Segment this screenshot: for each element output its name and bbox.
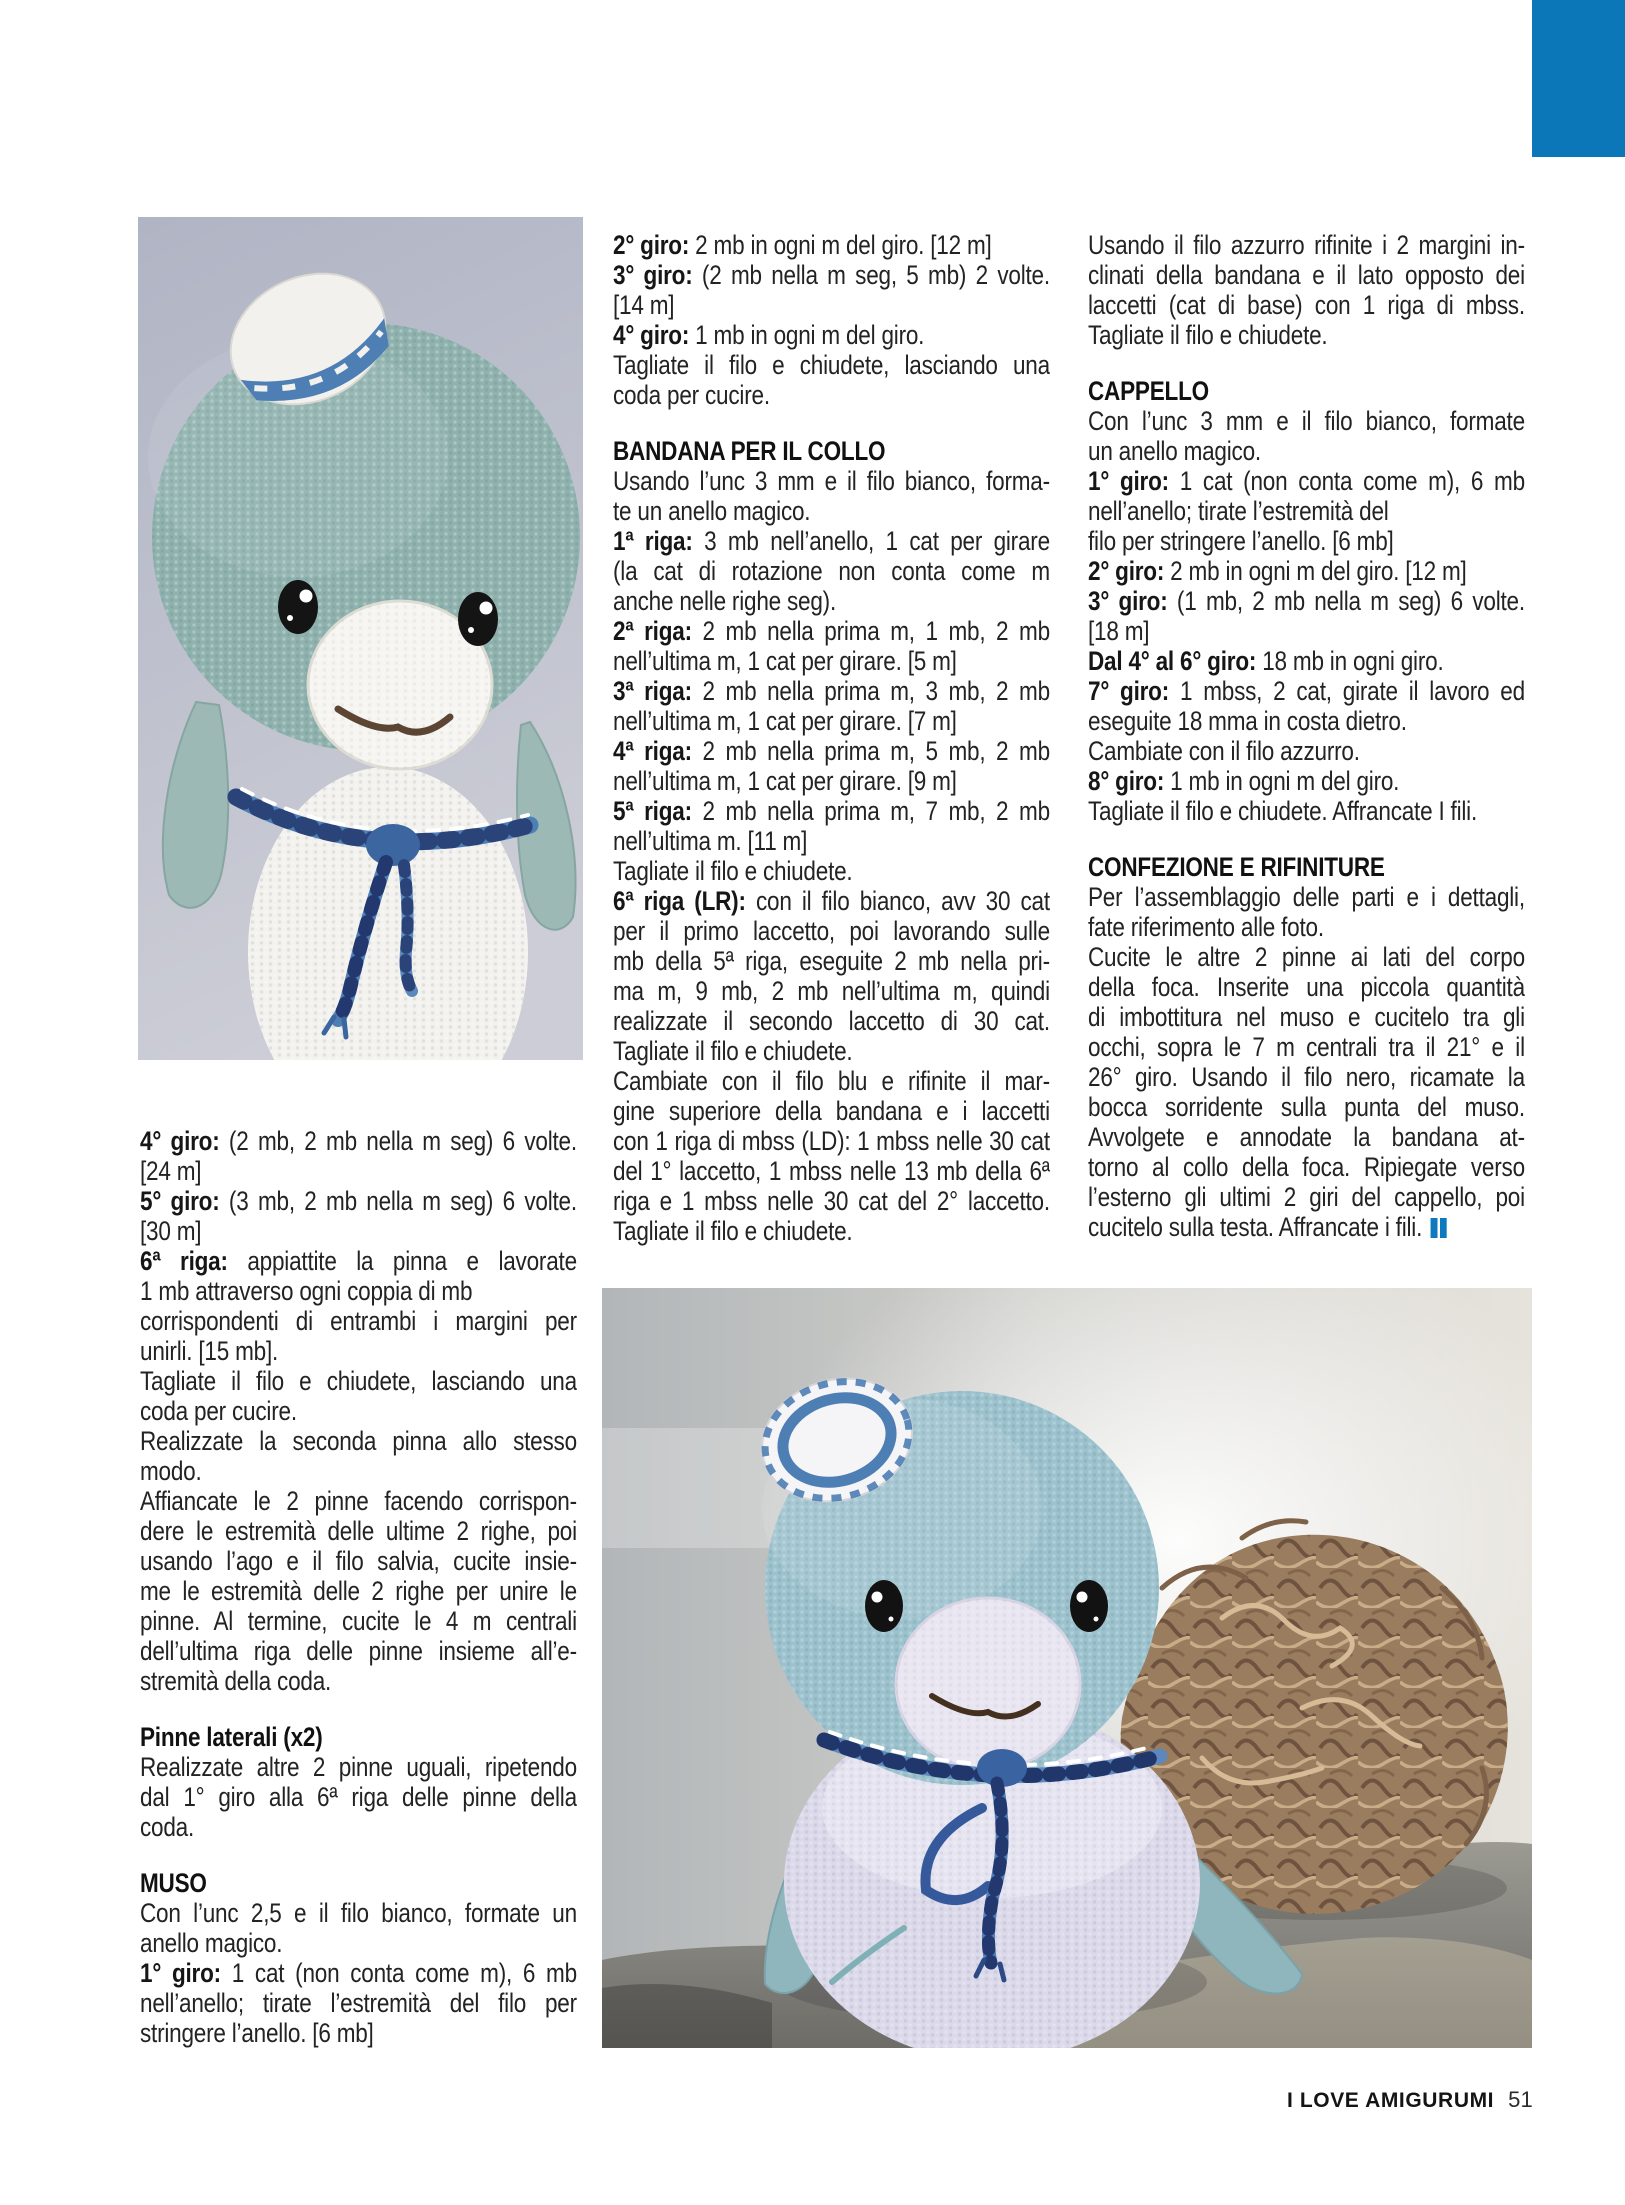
- photo-seal-studio: [138, 217, 583, 1060]
- paragraph: [1088, 736, 1525, 766]
- round-label: 4° giro:: [140, 1126, 220, 1156]
- text-line: Avvolgete e annodate la bandana at-: [1088, 1122, 1525, 1152]
- text-line: eseguite 18 mma in costa dietro.: [1088, 706, 1407, 736]
- text-line: Realizzate altre 2 pinne uguali, ripetendo: [140, 1752, 577, 1782]
- text-line: me le estremità delle 2 righe per unire le: [140, 1576, 577, 1606]
- seal-muzzle: [896, 1598, 1080, 1770]
- text-line: 2° giro: 2 mb in ogni m del giro. [12 m]: [613, 230, 992, 260]
- seal-illustration-studio: [138, 217, 583, 1060]
- text-line: mb della 5ª riga, eseguite 2 mb nella pri-: [613, 946, 1050, 976]
- text-line: coda.: [140, 1812, 195, 1842]
- text-line: [18 m]: [1088, 616, 1150, 646]
- round-label: 1° giro:: [1088, 466, 1169, 496]
- text-line: dere le estremità delle ultime 2 righe, poi: [140, 1516, 577, 1546]
- text-line: 6ª riga (LR): con il filo bianco, avv 30 cat: [613, 886, 1050, 916]
- round-label: 6ª riga:: [140, 1246, 228, 1276]
- text-line: Realizzate la seconda pinna allo stesso: [140, 1426, 577, 1456]
- round-label: 4° giro:: [613, 320, 690, 350]
- section-heading: CAPPELLO: [1088, 376, 1209, 406]
- column-middle: [613, 230, 1050, 1246]
- text-line: stremità della coda.: [140, 1666, 332, 1696]
- text-line: Tagliate il filo e chiudete. Affrancate I fili.: [1088, 796, 1478, 826]
- text-line: [24 m]: [140, 1156, 202, 1186]
- text-line: coda per cucire.: [613, 380, 770, 410]
- text-line: 7° giro: 1 mbss, 2 cat, girate il lavoro ed: [1088, 676, 1525, 706]
- text-line: Tagliate il filo e chiudete.: [613, 1216, 853, 1246]
- paragraph: [140, 1186, 577, 1246]
- paragraph: [1088, 766, 1525, 796]
- paragraph: [140, 1426, 577, 1486]
- round-label: 2° giro:: [613, 230, 690, 260]
- text-line: 1 mb attraverso ogni coppia di mb: [140, 1276, 473, 1306]
- text-line: 5ª riga: 2 mb nella prima m, 7 mb, 2 mb: [613, 796, 1050, 826]
- text-line: 3° giro: (2 mb nella m seg, 5 mb) 2 volte.: [613, 260, 1050, 290]
- text-line: 8° giro: 1 mb in ogni m del giro.: [1088, 766, 1400, 796]
- round-label: 6ª riga (LR):: [613, 886, 746, 916]
- paragraph: [613, 320, 1050, 350]
- text-line: stringere l’anello. [6 mb]: [140, 2018, 374, 2048]
- text-line: dell’ultima riga delle pinne insieme all’e-: [140, 1636, 577, 1666]
- section-heading: BANDANA PER IL COLLO: [613, 436, 886, 466]
- paragraph: [613, 856, 1050, 886]
- paragraph: [1088, 882, 1525, 942]
- paragraph: [140, 1366, 577, 1426]
- text-line: [30 m]: [140, 1216, 202, 1246]
- text-line: 3° giro: (1 mb, 2 mb nella m seg) 6 volte.: [1088, 586, 1525, 616]
- text-line: nell’ultima m, 1 cat per girare. [7 m]: [613, 706, 957, 736]
- paragraph: [613, 676, 1050, 736]
- text-line: Tagliate il filo e chiudete.: [613, 1036, 853, 1066]
- end-of-pattern-icon: [1431, 1218, 1447, 1238]
- text-line: ma m, 9 mb, 2 mb nell’ultima m, quindi: [613, 976, 1050, 1006]
- paragraph: [1088, 556, 1525, 586]
- text-line: di imbottitura nel muso e cucitelo tra gli: [1088, 1002, 1525, 1032]
- text-line: Con l’unc 3 mm e il filo bianco, formate: [1088, 406, 1525, 436]
- text-line: 4ª riga: 2 mb nella prima m, 5 mb, 2 mb: [613, 736, 1050, 766]
- text-line: Tagliate il filo e chiudete.: [613, 856, 853, 886]
- text-line: 4° giro: (2 mb, 2 mb nella m seg) 6 volte.: [140, 1126, 577, 1156]
- paragraph: [140, 1246, 577, 1366]
- round-label: 1ª riga:: [613, 526, 693, 556]
- text-line: Cambiate con il filo azzurro.: [1088, 736, 1360, 766]
- paragraph: [1088, 796, 1525, 826]
- paragraph: [140, 1898, 577, 1958]
- round-label: 2° giro:: [1088, 556, 1165, 586]
- page-corner-marker: [1532, 0, 1625, 157]
- text-line: bocca sorridente sulla punta del muso.: [1088, 1092, 1525, 1122]
- text-line: [14 m]: [613, 290, 675, 320]
- column-left: [140, 1126, 577, 2048]
- text-line: riga e 1 mbss nelle 30 cat del 2° laccetto.: [613, 1186, 1050, 1216]
- text-line: l’esterno gli ultimi 2 giri del cappello, poi: [1088, 1182, 1525, 1212]
- paragraph: [613, 886, 1050, 1066]
- text-line: nell’anello; tirate l’estremità del: [1088, 496, 1389, 526]
- paragraph: [1088, 942, 1525, 1242]
- text-line: Con l’unc 2,5 e il filo bianco, formate un: [140, 1898, 577, 1928]
- paragraph: [613, 350, 1050, 410]
- paragraph: [613, 796, 1050, 856]
- text-line: Cucite le altre 2 pinne ai lati del corpo: [1088, 942, 1525, 972]
- text-line: 5° giro: (3 mb, 2 mb nella m seg) 6 volte.: [140, 1186, 577, 1216]
- text-line: 1ª riga: 3 mb nell’anello, 1 cat per girare: [613, 526, 1050, 556]
- text-line: Tagliate il filo e chiudete, lasciando una: [613, 350, 1050, 380]
- round-label: 7° giro:: [1088, 676, 1170, 706]
- text-line: usando l’ago e il filo salvia, cucite insie-: [140, 1546, 577, 1576]
- photo-seal-outdoor: [602, 1288, 1532, 2048]
- page-footer: [1033, 2088, 1533, 2113]
- section-heading: Pinne laterali (x2): [140, 1722, 323, 1752]
- text-line: (la cat di rotazione non conta come m: [613, 556, 1050, 586]
- text-line: laccetti (cat di base) con 1 riga di mbss.: [1088, 290, 1525, 320]
- text-line: nell’ultima m. [11 m]: [613, 826, 808, 856]
- paragraph: [1088, 646, 1525, 676]
- round-label: 5ª riga:: [613, 796, 692, 826]
- text-line: occhi, sopra le 7 m centrali tra il 21° e il: [1088, 1032, 1525, 1062]
- text-line: Tagliate il filo e chiudete, lasciando una: [140, 1366, 577, 1396]
- text-line: fate riferimento alle foto.: [1088, 912, 1324, 942]
- text-line: realizzate il secondo laccetto di 30 cat.: [613, 1006, 1050, 1036]
- text-line: Per l’assemblaggio delle parti e i dettagli,: [1088, 882, 1525, 912]
- text-line: filo per stringere l’anello. [6 mb]: [1088, 526, 1394, 556]
- paragraph: [140, 1958, 577, 2048]
- paragraph: [140, 1752, 577, 1842]
- paragraph: [613, 230, 1050, 260]
- round-label: 3ª riga:: [613, 676, 692, 706]
- text-line: 4° giro: 1 mb in ogni m del giro.: [613, 320, 925, 350]
- text-line: coda per cucire.: [140, 1396, 297, 1426]
- round-label: 2ª riga:: [613, 616, 692, 646]
- text-line: pinne. Al termine, cucite le 4 m centrali: [140, 1606, 577, 1636]
- paragraph: [613, 260, 1050, 320]
- section-heading: MUSO: [140, 1868, 207, 1898]
- paragraph: [613, 736, 1050, 796]
- text-line: 1° giro: 1 cat (non conta come m), 6 mb: [1088, 466, 1525, 496]
- text-line: 1° giro: 1 cat (non conta come m), 6 mb: [140, 1958, 577, 1988]
- paragraph: [1088, 406, 1525, 466]
- text-line: cucitelo sulla testa. Affrancate i fili.: [1088, 1212, 1525, 1242]
- round-label: 8° giro:: [1088, 766, 1165, 796]
- paragraph: [1088, 230, 1525, 350]
- paragraph: [1088, 466, 1525, 556]
- text-line: nell’ultima m, 1 cat per girare. [9 m]: [613, 766, 957, 796]
- text-line: anello magico.: [140, 1928, 283, 1958]
- text-line: un anello magico.: [1088, 436, 1261, 466]
- paragraph: [1088, 586, 1525, 646]
- paragraph: [140, 1486, 577, 1696]
- text-line: Affiancate le 2 pinne facendo corrispon-: [140, 1486, 577, 1516]
- paragraph: [613, 466, 1050, 526]
- text-line: nell’ultima m, 1 cat per girare. [5 m]: [613, 646, 957, 676]
- section-heading: CONFEZIONE E RIFINITURE: [1088, 852, 1385, 882]
- text-line: della foca. Inserite una piccola quantità: [1088, 972, 1525, 1002]
- text-line: 26° giro. Usando il filo nero, ricamate la: [1088, 1062, 1525, 1092]
- text-line: Usando l’unc 3 mm e il filo bianco, forma-: [613, 466, 1050, 496]
- text-line: unirli. [15 mb].: [140, 1336, 279, 1366]
- round-label: 1° giro:: [140, 1958, 221, 1988]
- text-line: del 1° laccetto, 1 mbss nelle 13 mb della 6ª: [613, 1156, 1050, 1186]
- text-line: per il primo laccetto, poi lavorando sulle: [613, 916, 1050, 946]
- text-line: nell’anello; tirate l’estremità del filo per: [140, 1988, 577, 2018]
- round-label: Dal 4° al 6° giro:: [1088, 646, 1257, 676]
- text-line: Usando il filo azzurro rifinite i 2 margini in-: [1088, 230, 1525, 260]
- paragraph: [140, 1126, 577, 1186]
- text-line: clinati della bandana e il lato opposto dei: [1088, 260, 1525, 290]
- text-line: te un anello magico.: [613, 496, 811, 526]
- round-label: 4ª riga:: [613, 736, 692, 766]
- seal-illustration-outdoor: [602, 1288, 1532, 2048]
- text-line: gine superiore della bandana e i laccetti: [613, 1096, 1050, 1126]
- text-line: dal 1° giro alla 6ª riga delle pinne della: [140, 1782, 577, 1812]
- text-line: 6ª riga: appiattite la pinna e lavorate: [140, 1246, 577, 1276]
- text-line: Tagliate il filo e chiudete.: [1088, 320, 1328, 350]
- footer-brand: I LOVE AMIGURUMI: [1286, 2089, 1495, 2112]
- paragraph: [1088, 676, 1525, 736]
- paragraph: [613, 526, 1050, 616]
- text-line: con 1 riga di mbss (LD): 1 mbss nelle 30 cat: [613, 1126, 1050, 1156]
- text-line: Dal 4° al 6° giro: 18 mb in ogni giro.: [1088, 646, 1444, 676]
- column-right: [1088, 230, 1525, 1242]
- text-line: 2ª riga: 2 mb nella prima m, 1 mb, 2 mb: [613, 616, 1050, 646]
- round-label: 3° giro:: [613, 260, 693, 290]
- text-line: anche nelle righe seg).: [613, 586, 837, 616]
- round-label: 3° giro:: [1088, 586, 1168, 616]
- paragraph: [613, 1066, 1050, 1246]
- text-line: 2° giro: 2 mb in ogni m del giro. [12 m]: [1088, 556, 1467, 586]
- page-number: 51: [1508, 2087, 1533, 2112]
- text-line: 3ª riga: 2 mb nella prima m, 3 mb, 2 mb: [613, 676, 1050, 706]
- text-line: Cambiate con il filo blu e rifinite il mar-: [613, 1066, 1050, 1096]
- text-line: modo.: [140, 1456, 202, 1486]
- text-line: torno al collo della foca. Ripiegate verso: [1088, 1152, 1525, 1182]
- text-line: corrispondenti di entrambi i margini per: [140, 1306, 577, 1336]
- round-label: 5° giro:: [140, 1186, 220, 1216]
- paragraph: [613, 616, 1050, 676]
